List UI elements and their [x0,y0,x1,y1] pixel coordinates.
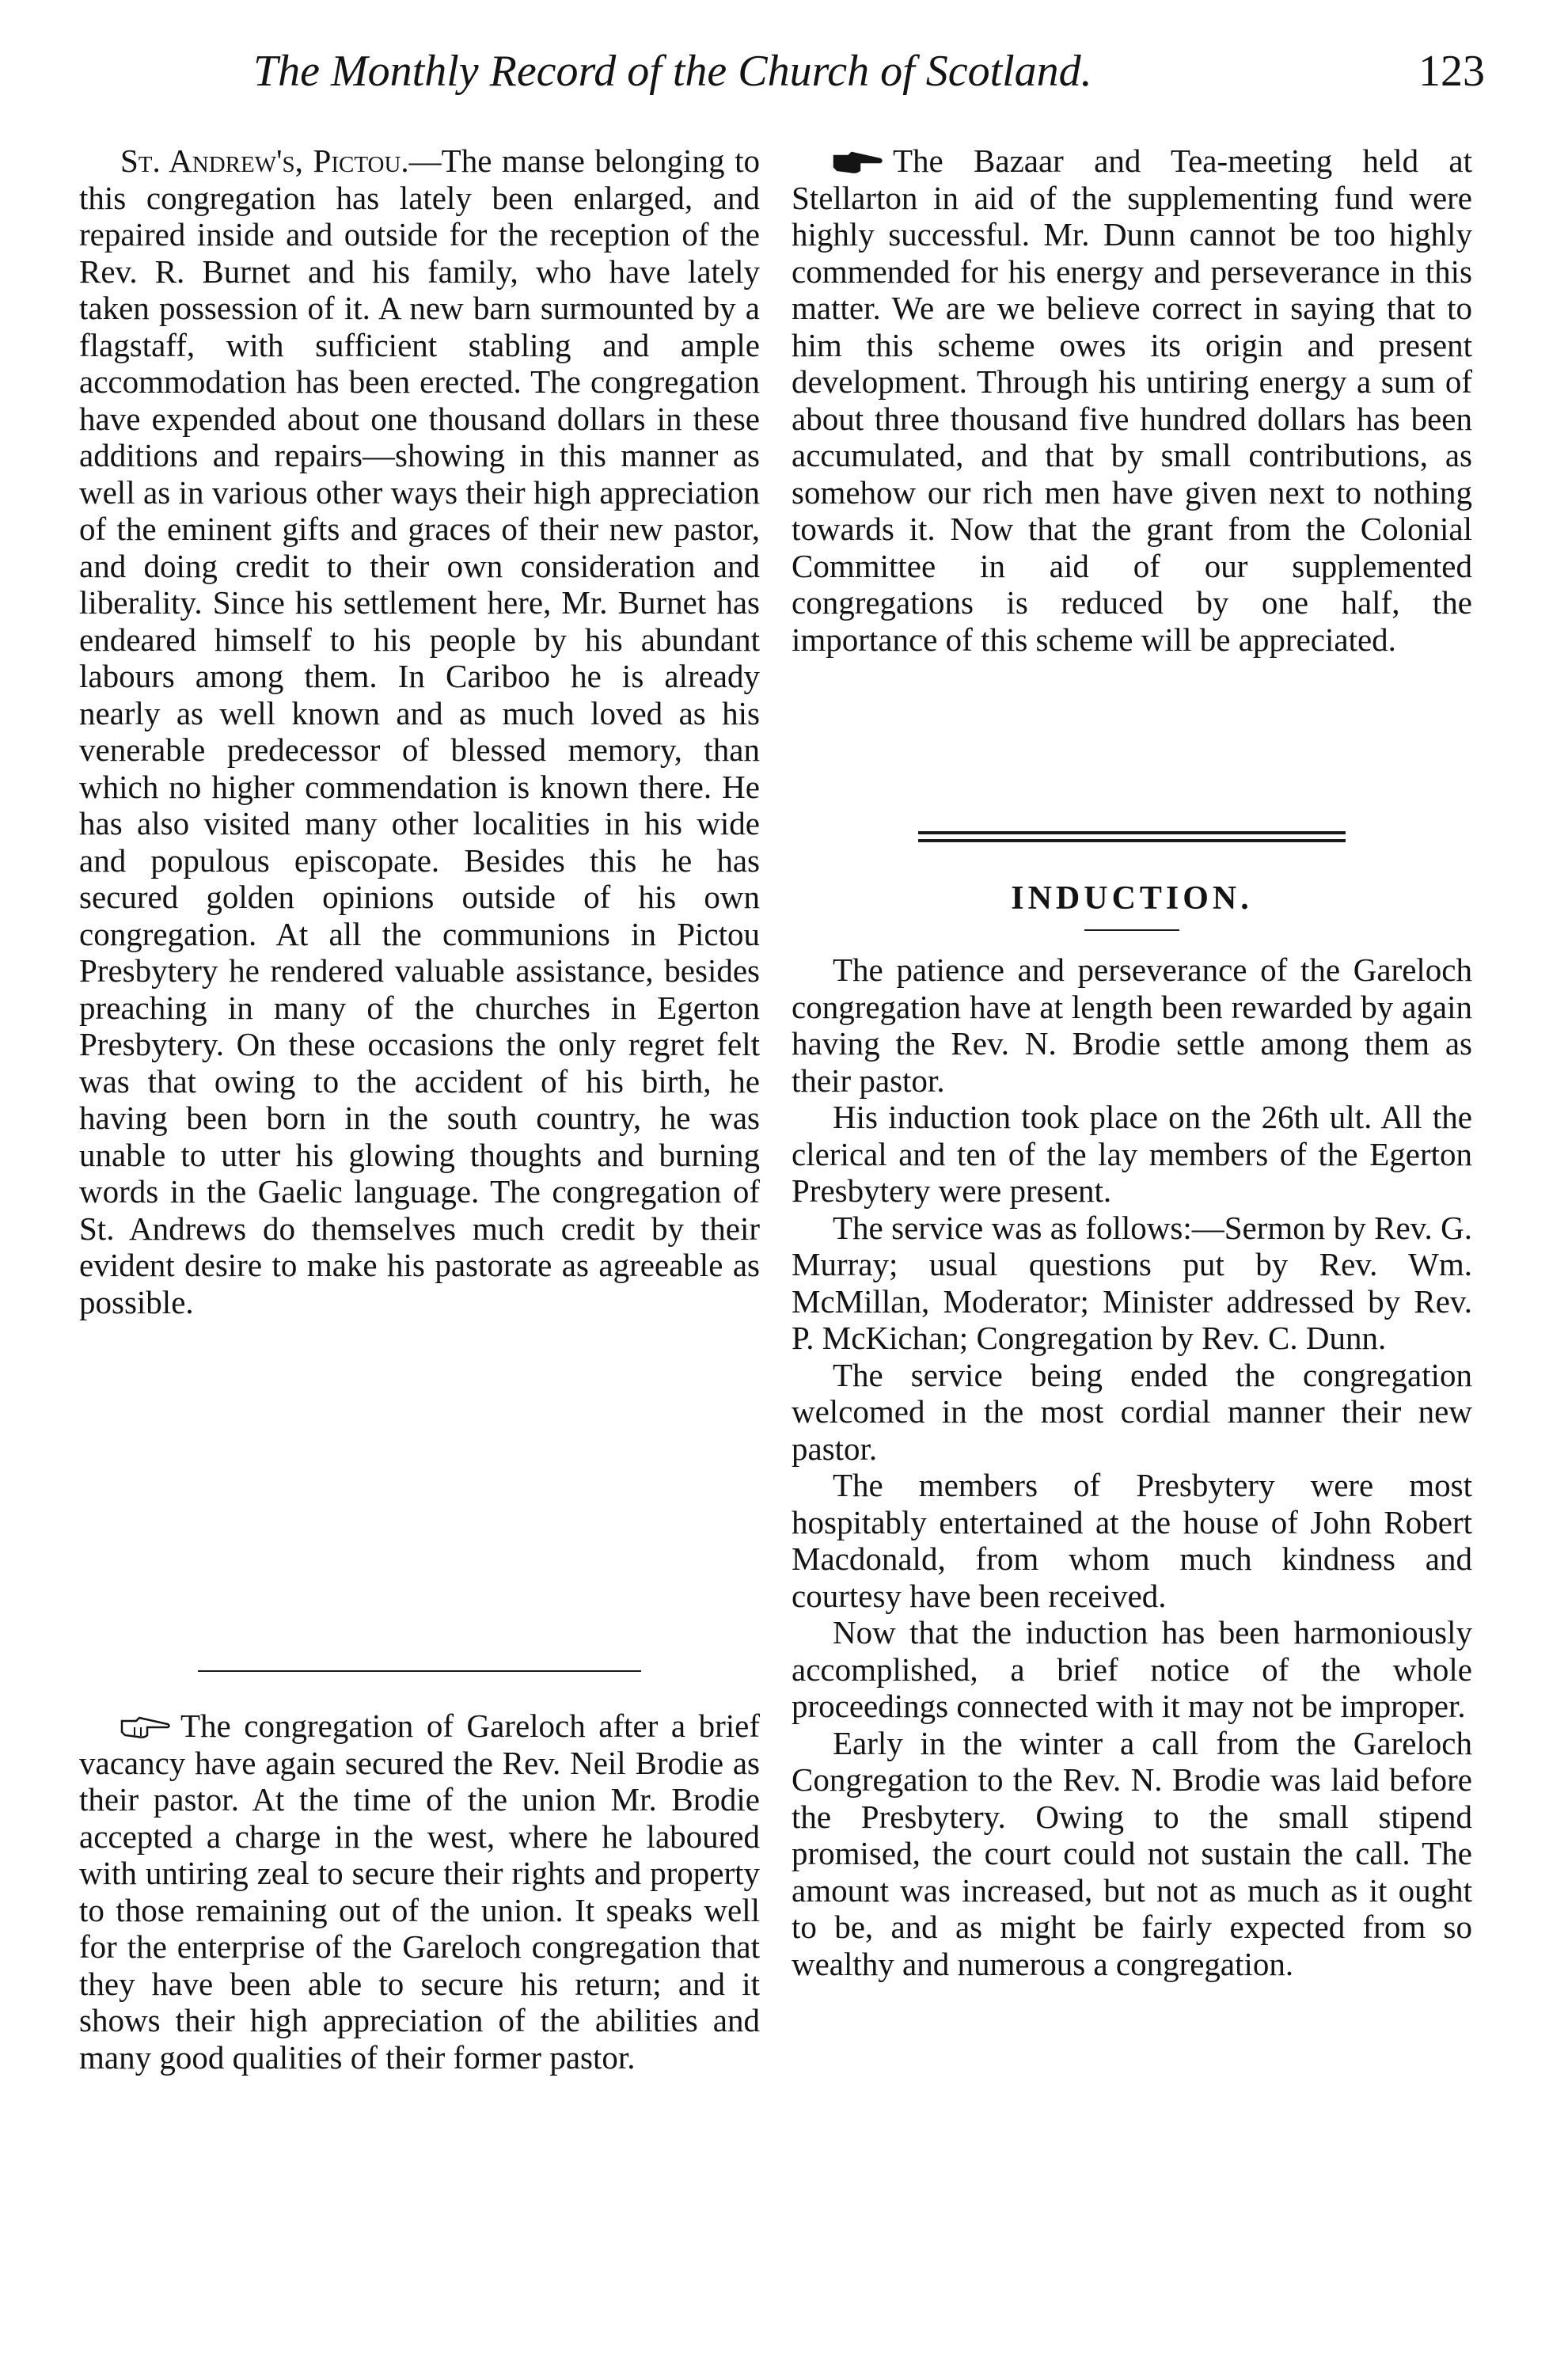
induction-paragraph: The patience and perseverance of the Gareloch congregation have at length been rewarded by again having the Rev. N. Brodie settle among them as their pastor. [792,952,1472,1099]
article-body: The congregation of Gareloch after a brief vacancy have again secured the Rev. Neil Brodie as their pastor. At the time of the union Mr. Brodie accepted a charge in the west, where he laboured with untiring zeal to secure their rights and property to those remaining out of the union. It speaks well for the enterprise of the Gareloch congregation that they have been able to secure his return; and it shows their high appreciation of the abilities and many good qualities of their former pastor. [79,1708,760,2076]
page-number: 123 [1418,47,1485,96]
double-divider-rule [918,831,1346,842]
divider-rule [198,1670,641,1672]
induction-paragraph: Early in the winter a call from the Gareloch Congregation to the Rev. N. Brodie was laid before the Presbytery. Owing to the small stipend promised, the court could not sustain the call. The amount was increased, but not as much as it ought to be, and as might be fairly expected from so wealthy and numerous a congregation. [792,1724,1472,1982]
article-lead: St. Andrew's, Pictou. [120,142,409,179]
left-column [79,142,760,2317]
section-heading: INDUCTION. [1011,880,1253,917]
induction-paragraph: The service being ended the congregation welcomed in the most cordial manner their new pastor. [792,1356,1472,1467]
induction-paragraph: His induction took place on the 26th ult. All the clerical and ten of the lay members of the Egerton Presbytery were present. [792,1099,1472,1209]
article-gareloch [79,1708,760,2317]
induction-paragraph: The service was as follows:—Sermon by Rev. G. Murray; usual questions put by Rev. Wm. McMillan, Moderator; Minister addressed by Rev. P. McKichan; Congregation by Rev. C. Dunn. [792,1209,1472,1356]
pointing-hand-icon [120,1715,171,1740]
article-st-andrews-pictou [79,142,760,1639]
article-body: —The manse belonging to this congregation has lately been enlarged, and repaired inside and outside for the reception of the Rev. R. Burnet and his family, who have lately taken possession of it. A new barn surmounted by a flagstaff, with sufficient stabling and ample accommodation has been erected. The congregation have expended about one thousand dollars in these additions and repairs—showing in this manner as well as in various other ways their high appreciation of the eminent gifts and graces of their new pastor, and doing credit to their own consideration and liberality. Since his settlement here, Mr. Burnet has endeared himself to his people by his abundant labours among them. In Cariboo he is already nearly as well known and as much loved as his venerable predecessor of blessed memory, than which no higher commendation is known there. He has also visited many other localities in his wide and populous episcopate. Besides this he has secured golden opinions outside of his own congregation. At all the communions in Pictou Presbytery he rendered valuable assistance, besides preaching in many of the churches in Egerton Presbytery. On these occasions the only regret felt was that owing to the accident of his birth, he having been born in the south country, he was unable to utter his glowing thoughts and burning words in the Gaelic language. The congregation of St. Andrews do themselves much credit by their evident desire to make his pastorate as agreeable as possible. [79,142,760,1320]
article-bazaar [792,142,1472,803]
pointing-hand-icon [833,150,883,175]
induction-paragraph: The members of Presbytery were most hospitably entertained at the house of John Robert Macdonald, from whom much kindness and courtesy have been received. [792,1467,1472,1614]
short-rule [1084,929,1179,931]
article-body: The Bazaar and Tea-meeting held at Stellarton in aid of the supplementing fund were highly successful. Mr. Dunn cannot be too highly commended for his energy and perseverance in this matter. We are we believe correct in saying that to him this scheme owes its origin and present development. Through his untiring energy a sum of about three thousand five hundred dollars has been accumulated, and that by small contributions, as somehow our rich men have given next to nothing towards it. Now that the grant from the Colonial Committee in aid of our supplemented congregations is reduced by one half, the importance of this scheme will be appreciated. [792,142,1472,658]
induction-paragraph: Now that the induction has been harmoniously accomplished, a brief notice of the whole proceedings connected with it may not be improper. [792,1614,1472,1724]
right-column [792,142,1472,1982]
running-title: The Monthly Record of the Church of Scotland. [253,47,1092,96]
